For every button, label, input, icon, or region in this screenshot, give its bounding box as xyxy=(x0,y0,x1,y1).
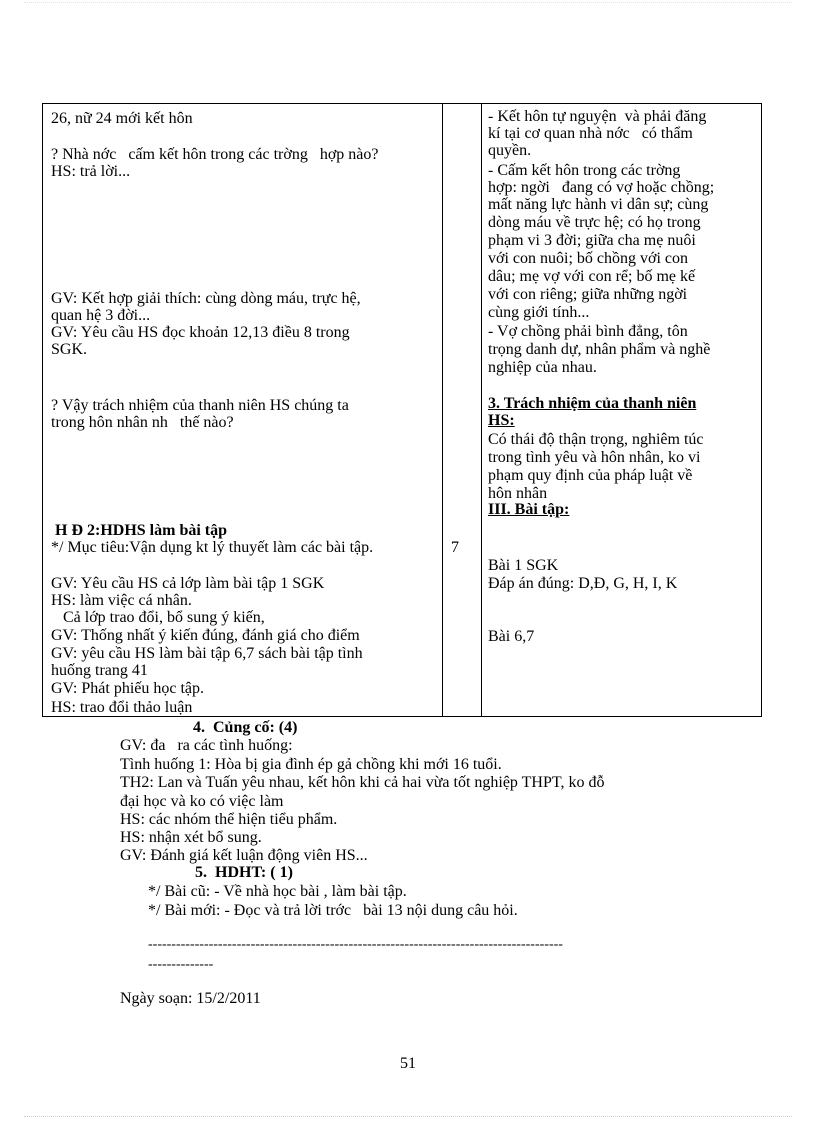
right-line: kí tại cơ quan nhà nớc có thẩm xyxy=(488,125,693,142)
left-line: huống trang 41 xyxy=(51,662,148,679)
left-line: HS: trao đổi thảo luận xyxy=(51,699,193,716)
right-line: - Cấm kết hôn trong các trờng xyxy=(488,162,681,179)
section-3-heading: 3. Trách nhiệm của thanh niên xyxy=(488,395,697,412)
right-line: dòng máu về trực hệ; có họ trong xyxy=(488,214,701,231)
right-line: với con riêng; giữa những ngời xyxy=(488,286,688,303)
page-number: 51 xyxy=(400,1055,416,1072)
right-line: phạm quy định của pháp luật về xyxy=(488,467,693,484)
page-bottom-dotted-border xyxy=(24,1116,792,1117)
right-line: hôn nhân xyxy=(488,485,548,502)
right-line: mất năng lực hành vi dân sự; cùng xyxy=(488,196,709,213)
preparation-date: Ngày soạn: 15/2/2011 xyxy=(120,990,261,1007)
right-line: hợp: ngời đang có vợ hoặc chồng; xyxy=(488,179,715,196)
left-line: GV: yêu cầu HS làm bài tập 6,7 sách bài tập tình xyxy=(51,645,363,662)
page-top-dotted-border xyxy=(24,2,792,3)
consolidation-line: Tình huống 1: Hòa bị gia đình ép gả chồng khi mới 16 tuổi. xyxy=(120,756,502,773)
right-line: trong tình yêu và hôn nhân, ko vi xyxy=(488,449,701,466)
left-line: ? Vậy trách nhiệm của thanh niên HS chúng ta xyxy=(51,397,349,414)
right-line: Bài 6,7 xyxy=(488,628,535,645)
left-line: GV: Phát phiếu học tập. xyxy=(51,680,205,697)
left-line: Cả lớp trao đổi, bổ sung ý kiến, xyxy=(51,609,265,626)
right-line: Có thái độ thận trọng, nghiêm túc xyxy=(488,431,704,448)
activity-2-heading: H Đ 2:HDHS làm bài tập xyxy=(55,522,228,539)
consolidation-line: GV: Đánh giá kết luận động viên HS... xyxy=(120,847,368,864)
lesson-table xyxy=(42,103,762,717)
left-line: */ Mục tiêu:Vận dụng kt lý thuyết làm các bài tập. xyxy=(51,539,374,556)
left-line: 26, nữ 24 mới kết hôn xyxy=(51,110,193,127)
left-line: HS: làm việc cá nhân. xyxy=(51,592,192,609)
consolidation-line: đại học và ko có việc làm xyxy=(120,793,284,810)
right-line: quyền. xyxy=(488,142,532,159)
left-line: HS: trả lời... xyxy=(51,163,131,180)
consolidation-line: GV: đa ra các tình huống: xyxy=(120,737,293,754)
separator-line: ----------------------------------------------------------------------------------------- xyxy=(148,937,563,952)
consolidation-line: HS: nhận xét bổ sung. xyxy=(120,829,262,846)
left-line: ? Nhà nớc cấm kết hôn trong các trờng hợp nào? xyxy=(51,146,379,163)
left-line: GV: Thống nhất ý kiến đúng, đánh giá cho điểm xyxy=(51,627,360,644)
homework-heading: 5. HDHT: ( 1) xyxy=(195,864,293,881)
consolidation-heading: 4. Củng cố: (4) xyxy=(193,719,298,736)
left-line: GV: Yêu cầu HS đọc khoản 12,13 điều 8 trong xyxy=(51,324,350,341)
left-line: GV: Kết hợp giải thích: cùng dòng máu, trực hệ, xyxy=(51,290,361,307)
activity-2-time: 7 xyxy=(451,539,459,556)
right-line: nghiệp của nhau. xyxy=(488,359,597,376)
right-line: Bài 1 SGK xyxy=(488,557,559,574)
section-iii-heading: III. Bài tập: xyxy=(488,501,570,518)
left-line: SGK. xyxy=(51,341,88,358)
right-line: với con nuôi; bố chồng với con xyxy=(488,250,689,267)
activities-column xyxy=(43,104,443,717)
right-line: phạm vi 3 đời; giữa cha mẹ nuôi xyxy=(488,232,696,249)
right-line: Đáp án đúng: D,Đ, G, H, I, K xyxy=(488,575,678,592)
right-line: - Vợ chồng phải bình đẳng, tôn xyxy=(488,323,688,340)
right-line: cùng giới tính... xyxy=(488,304,590,321)
content-column xyxy=(482,104,762,717)
consolidation-line: TH2: Lan và Tuấn yêu nhau, kết hôn khi cả hai vừa tốt nghiệp THPT, ko đỗ xyxy=(120,774,605,791)
left-line: GV: Yêu cầu HS cả lớp làm bài tập 1 SGK xyxy=(51,575,325,592)
left-line: quan hệ 3 đời... xyxy=(51,307,151,324)
section-3-heading-cont: HS: xyxy=(488,412,515,429)
homework-line: */ Bài mới: - Đọc và trả lời trớc bài 13 nội dung câu hỏi. xyxy=(148,902,518,919)
right-line: trọng danh dự, nhân phẩm và nghề xyxy=(488,341,711,358)
homework-line: */ Bài cũ: - Về nhà học bài , làm bài tập. xyxy=(148,883,407,900)
left-line: trong hôn nhân nh thế nào? xyxy=(51,414,234,431)
separator-line: -------------- xyxy=(148,957,214,972)
time-column xyxy=(443,104,482,717)
right-line: dâu; mẹ vợ với con rể; bố mẹ kế xyxy=(488,268,696,285)
right-line: - Kết hôn tự nguyện và phải đăng xyxy=(488,108,707,125)
consolidation-line: HS: các nhóm thể hiện tiểu phẩm. xyxy=(120,811,338,828)
